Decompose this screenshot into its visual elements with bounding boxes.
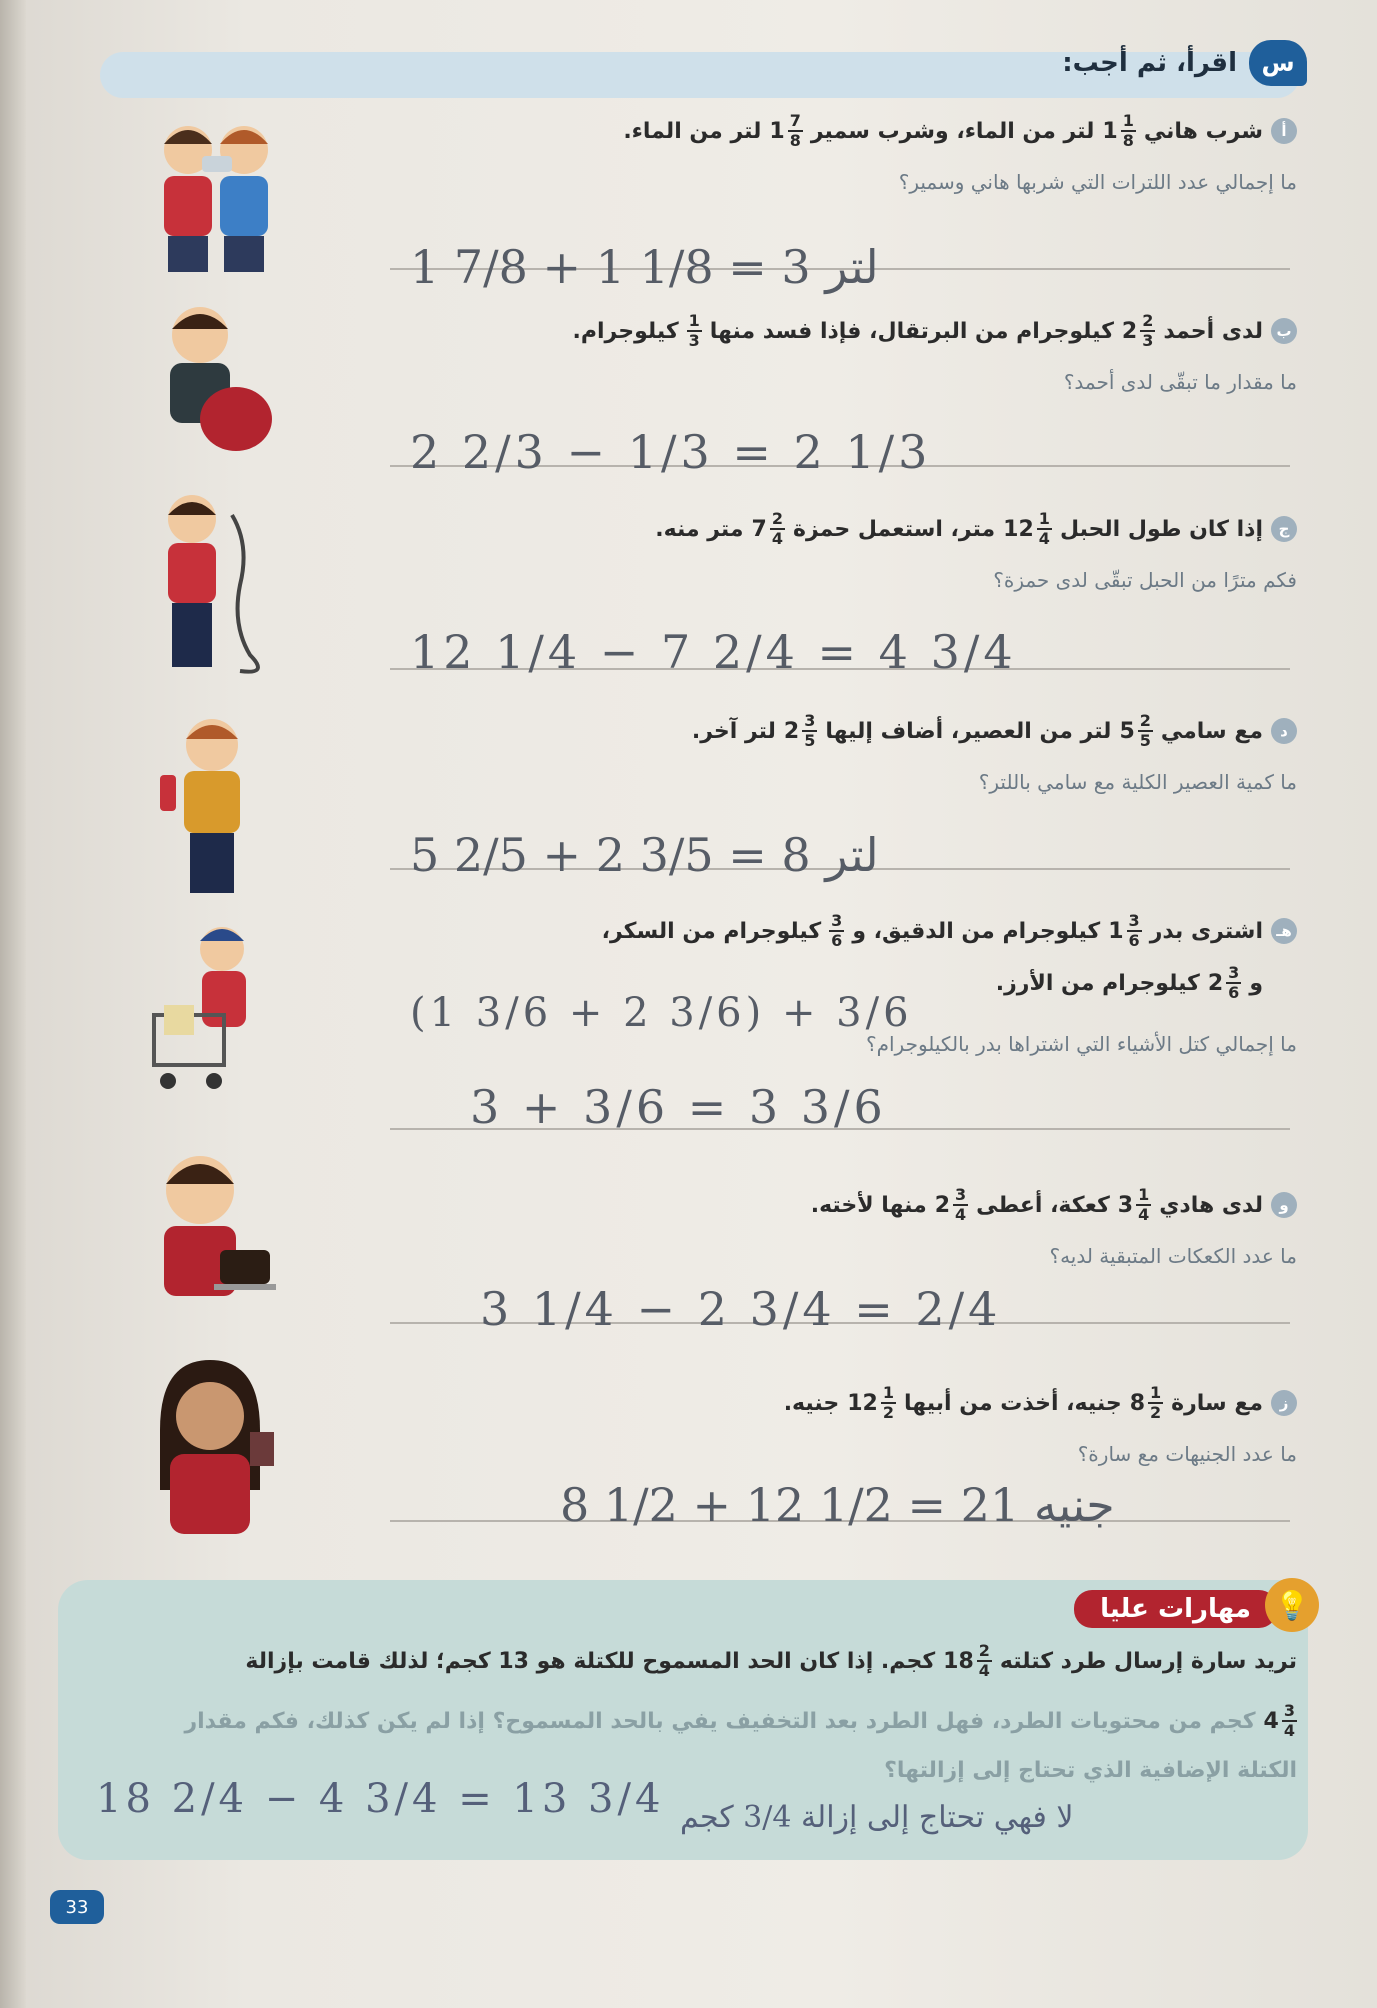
question-badge: س	[1249, 40, 1307, 86]
problem-letter: ج	[1271, 516, 1297, 542]
problem-d	[257, 712, 1297, 794]
text: لتر من الماء، وشرب سمير	[810, 118, 1095, 144]
text: متر، استعمل حمزة	[792, 516, 996, 542]
problem-f-question: ما عدد الكعكات المتبقية لديه؟	[1049, 1244, 1297, 1268]
handwritten-answer-skills: لا فهي تحتاج إلى إزالة 3/4 كجم	[680, 1800, 1074, 1835]
mixed-number: 2 $\frac{2}{3}$	[1121, 311, 1154, 350]
mixed-number: 7 $\frac{2}{4}$	[751, 509, 783, 548]
problem-e-question: ما إجمالي كتل الأشياء التي اشتراها بدر بالكيلوجرام؟	[865, 1032, 1297, 1056]
mixed-number: 2 $\frac{3}{4}$	[934, 1185, 967, 1224]
problem-c-question: فكم مترًا من الحبل تبقّى لدى حمزة؟	[993, 568, 1297, 592]
page-binding	[0, 0, 26, 2008]
skills-statement-line2	[77, 1702, 1297, 1740]
problem-b-statement	[257, 312, 1297, 350]
problem-g	[257, 1384, 1297, 1466]
mixed-number: 4 $\frac{3}{4}$	[1263, 1702, 1295, 1740]
problem-letter: و	[1271, 1192, 1297, 1218]
mixed-number: 2 $\frac{3}{6}$	[1207, 963, 1240, 1002]
mixed-number: 8 $\frac{1}{2}$	[1129, 1383, 1162, 1422]
mixed-number: 3 $\frac{1}{4}$	[1117, 1185, 1150, 1224]
text: مع سارة	[1171, 1390, 1263, 1416]
page-number: 33	[50, 1890, 104, 1924]
mixed-number: 2 $\frac{3}{5}$	[783, 711, 816, 750]
mixed-number: 18 $\frac{2}{4}$	[943, 1642, 990, 1680]
problem-f-statement	[257, 1186, 1297, 1224]
problem-letter: ب	[1271, 318, 1297, 344]
higher-skills-title: مهارات عليا	[1074, 1590, 1277, 1628]
fraction: $\frac{1}{3}$	[688, 311, 700, 350]
problem-a-question: ما إجمالي عدد اللترات التي شربها هاني وسمير؟	[898, 170, 1297, 194]
text: كيلوجرام من الأرز.	[995, 970, 1200, 996]
problem-a	[257, 112, 1297, 194]
mixed-number: 5 $\frac{2}{5}$	[1119, 711, 1151, 750]
mixed-number: 12 $\frac{1}{4}$	[1003, 509, 1050, 548]
problem-d-statement	[257, 712, 1297, 750]
text: مع سامي	[1160, 718, 1263, 744]
problem-letter: د	[1271, 718, 1297, 744]
section-header	[1062, 40, 1307, 86]
problem-f	[257, 1186, 1297, 1268]
text: كيلوجرام من البرتقال، فإذا فسد منها	[709, 318, 1114, 344]
handwritten-working-e: (1 3/6 + 2 3/6) + 3/6	[410, 990, 913, 1036]
text: و	[1249, 970, 1263, 996]
text: كعكة، أعطى	[976, 1192, 1110, 1218]
text: متر منه.	[655, 516, 744, 542]
handwritten-answer-b: 2 2/3 − 1/3 = 2 1/3	[410, 425, 932, 479]
problem-c	[257, 510, 1297, 592]
problem-letter: أ	[1271, 118, 1297, 144]
text: شرب هاني	[1143, 118, 1263, 144]
text: كيلوجرام.	[572, 318, 679, 344]
handwritten-answer-e: 3 + 3/6 = 3 3/6	[470, 1080, 887, 1134]
skills-statement-line1	[77, 1642, 1297, 1680]
problem-b-question: ما مقدار ما تبقّى لدى أحمد؟	[1063, 370, 1297, 394]
text: لدى أحمد	[1163, 318, 1263, 344]
mixed-number: 12 $\frac{1}{2}$	[847, 1383, 894, 1422]
problem-c-statement	[257, 510, 1297, 548]
text: جنيه.	[783, 1390, 840, 1416]
text: لتر آخر.	[691, 718, 776, 744]
mixed-number: 1 $\frac{3}{6}$	[1108, 911, 1140, 950]
handwritten-answer-a: 1 7/8 + 1 1/8 = 3 لتر	[410, 240, 879, 294]
text: كيلوجرام من الدقيق، و	[852, 918, 1101, 944]
section-title: اقرأ، ثم أجب:	[1062, 48, 1237, 78]
text: اشترى بدر	[1149, 918, 1263, 944]
text: لتر من الماء.	[623, 118, 762, 144]
text: لدى هادي	[1159, 1192, 1263, 1218]
lightbulb-icon: 💡	[1265, 1578, 1319, 1632]
problem-letter: هـ	[1271, 918, 1297, 944]
text: الكتلة الإضافية الذي تحتاج إلى إزالتها؟	[884, 1758, 1297, 1783]
problem-a-statement	[257, 112, 1297, 150]
handwritten-answer-c: 12 1/4 − 7 2/4 = 4 3/4	[410, 625, 1017, 679]
text: كجم من محتويات الطرد، فهل الطرد بعد التخفيف يفي بالحد المسموح؟ إذا لم يكن كذلك، فكم مقدار	[184, 1708, 1256, 1734]
handwritten-working-skills: 18 2/4 − 4 3/4 = 13 3/4	[96, 1776, 665, 1822]
handwritten-answer-d: 5 2/5 + 2 3/5 = 8 لتر	[410, 828, 879, 882]
text: إذا كان طول الحبل	[1059, 516, 1263, 542]
problem-e-statement	[257, 912, 1297, 950]
problem-g-question: ما عدد الجنيهات مع سارة؟	[1077, 1442, 1297, 1466]
text: كجم. إذا كان الحد المسموح للكتلة هو 13 كجم؛ لذلك قامت بإزالة	[245, 1648, 936, 1674]
text: منها لأخته.	[810, 1192, 927, 1218]
text: كيلوجرام من السكر،	[601, 918, 822, 944]
problem-letter: ز	[1271, 1390, 1297, 1416]
problem-d-question: ما كمية العصير الكلية مع سامي باللتر؟	[978, 770, 1297, 794]
problem-g-statement	[257, 1384, 1297, 1422]
text: لتر من العصير، أضاف إليها	[825, 718, 1112, 744]
text: جنيه، أخذت من أبيها	[903, 1390, 1122, 1416]
mixed-number: 1 $\frac{7}{8}$	[769, 111, 801, 150]
fraction: $\frac{3}{6}$	[831, 911, 843, 950]
text: تريد سارة إرسال طرد كتلته	[999, 1648, 1297, 1674]
mixed-number: 1 $\frac{1}{8}$	[1102, 111, 1134, 150]
handwritten-answer-g: 8 1/2 + 12 1/2 = 21 جنيه	[560, 1478, 1115, 1532]
problem-b	[257, 312, 1297, 394]
handwritten-answer-f: 3 1/4 − 2 3/4 = 2/4	[480, 1282, 1002, 1336]
